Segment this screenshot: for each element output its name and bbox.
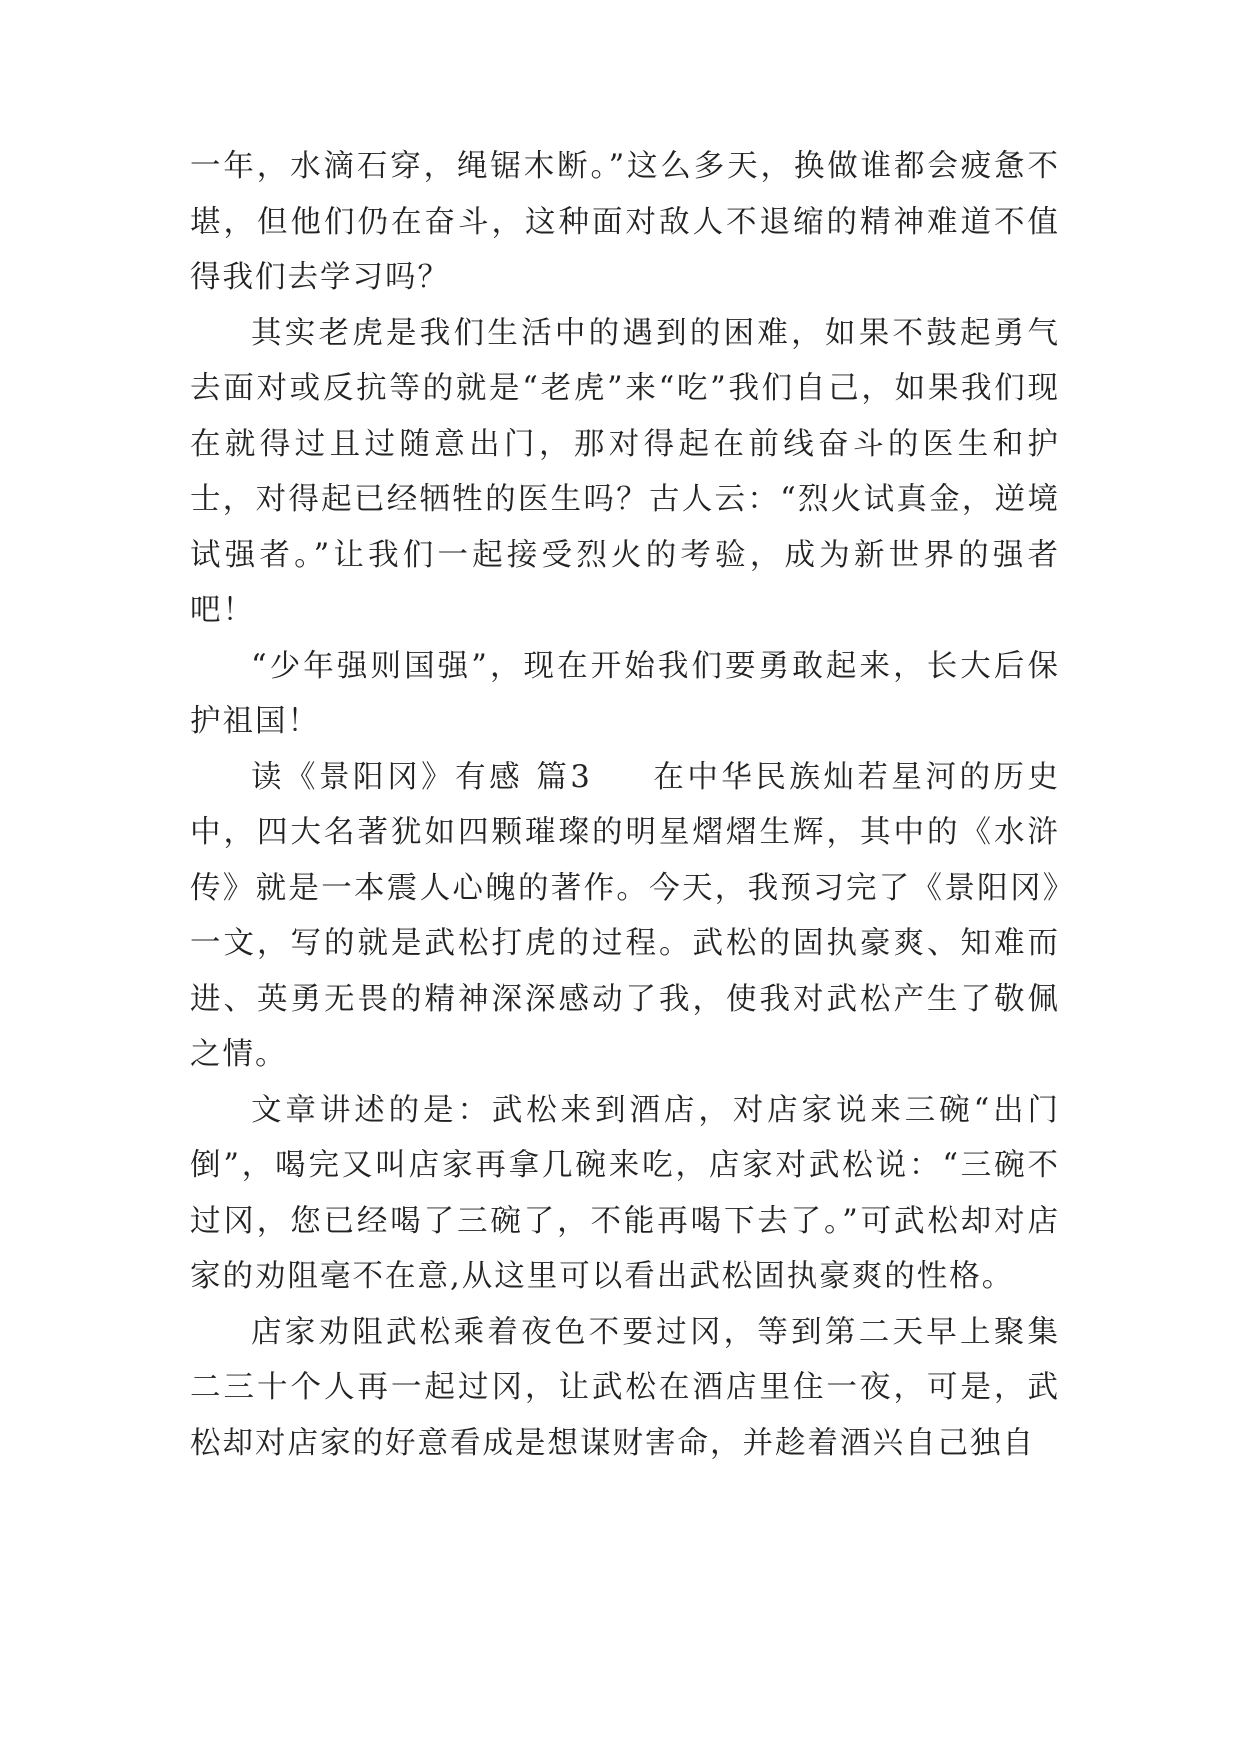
document-body	[190, 139, 1060, 1471]
paragraph-section-3	[190, 750, 1060, 1083]
paragraph-youth-strong: “少年强则国强”，现在开始我们要勇敢起来，长大后保护祖国！	[190, 648, 1060, 739]
paragraph-story-wine: 文章讲述的是：武松来到酒店，对店家说来三碗“出门倒”，喝完又叫店家再拿几碗来吃，店家对武松说：“三碗不过冈，您已经喝了三碗了，不能再喝下去了。”可武松却对店家的劝阻毫不在意,从这里可以看出武松固执豪爽的性格。	[190, 1092, 1060, 1294]
section-first-text: 在中华民族灿若星河的历史中，四大名著犹如四颗璀璨的明星熠熠生辉，其中的《水浒传》就是一本震人心魄的著作。今天，我预习完了《景阳冈》一文，写的就是武松打虎的过程。武松的固执豪爽、知难而进、英勇无畏的精神深深感动了我，使我对武松产生了敬佩之情。	[190, 759, 1060, 1072]
paragraph-continuation: 一年，水滴石穿，绳锯木断。”这么多天，换做谁都会疲惫不堪，但他们仍在奋斗，这种面对敌人不退缩的精神难道不值得我们去学习吗？	[190, 149, 1060, 295]
paragraph-story-night: 店家劝阻武松乘着夜色不要过冈，等到第二天早上聚集二三十个人再一起过冈，让武松在酒店里住一夜，可是，武松却对店家的好意看成是想谋财害命，并趁着酒兴自己独自	[190, 1314, 1060, 1461]
section-heading: 读《景阳冈》有感 篇3	[251, 759, 592, 795]
paragraph-tiger-difficulty: 其实老虎是我们生活中的遇到的困难，如果不鼓起勇气去面对或反抗等的就是“老虎”来“吃”我们自己，如果我们现在就得过且过随意出门，那对得起在前线奋斗的医生和护士，对得起已经牺牲的医生吗？古人云：“烈火试真金，逆境试强者。”让我们一起接受烈火的考验，成为新世界的强者吧！	[190, 315, 1060, 628]
